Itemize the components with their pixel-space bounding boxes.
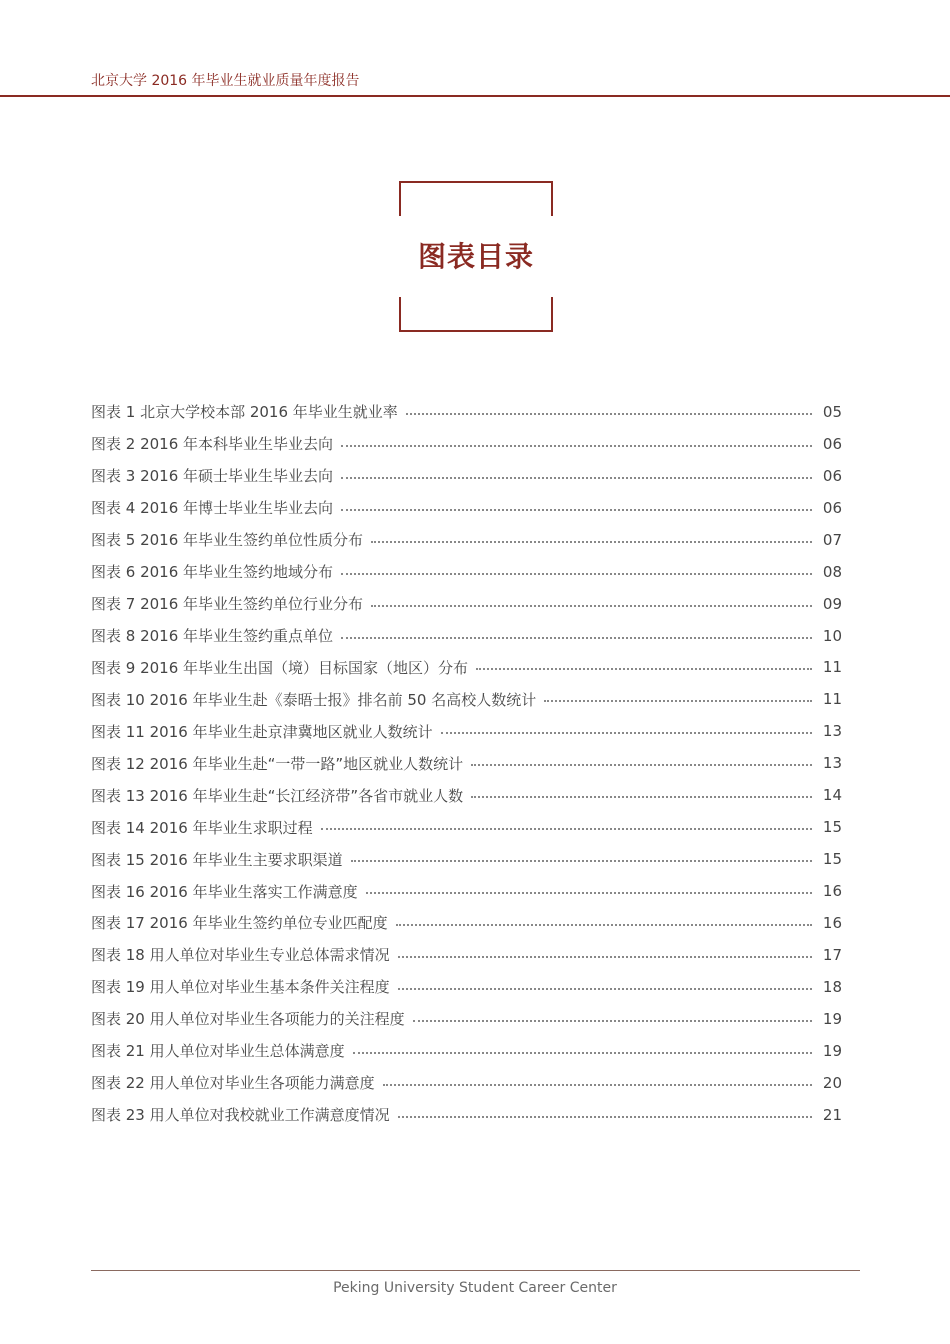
toc-entry[interactable] <box>91 428 842 460</box>
toc-entry[interactable] <box>91 1003 842 1035</box>
toc-entry-label: 图表 18 用人单位对毕业生专业总体需求情况 <box>91 946 390 965</box>
toc-entry[interactable] <box>91 971 842 1003</box>
toc-entry-page: 09 <box>822 594 842 613</box>
toc-entry[interactable] <box>91 683 842 715</box>
toc-entry-page: 15 <box>822 850 842 869</box>
toc-entry-label: 图表 7 2016 年毕业生签约单位行业分布 <box>91 595 364 614</box>
toc-entry-page: 19 <box>822 1041 842 1060</box>
toc-entry[interactable] <box>91 1067 842 1099</box>
toc-leader-dots <box>341 637 812 639</box>
toc-leader-dots <box>366 892 812 894</box>
toc-leader-dots <box>321 828 812 830</box>
toc-entry-page: 15 <box>822 818 842 837</box>
toc-entry-label: 图表 11 2016 年毕业生赴京津冀地区就业人数统计 <box>91 722 433 741</box>
toc-entry-page: 16 <box>822 913 842 932</box>
footer-organization: Peking University Student Career Center <box>333 1280 617 1296</box>
toc-entry-label: 图表 23 用人单位对我校就业工作满意度情况 <box>91 1106 390 1125</box>
toc-entry[interactable] <box>91 843 842 875</box>
toc-leader-dots <box>544 700 812 702</box>
toc-entry-label: 图表 19 用人单位对毕业生基本条件关注程度 <box>91 978 390 997</box>
toc-leader-dots <box>353 1052 812 1054</box>
toc-entry-label: 图表 8 2016 年毕业生签约重点单位 <box>91 627 334 646</box>
toc-entry-label: 图表 13 2016 年毕业生赴“长江经济带”各省市就业人数 <box>91 786 464 805</box>
toc-entry-label: 图表 16 2016 年毕业生落实工作满意度 <box>91 882 358 901</box>
toc-leader-dots <box>441 732 812 734</box>
toc-entry-label: 图表 9 2016 年毕业生出国（境）目标国家（地区）分布 <box>91 658 469 677</box>
toc-leader-dots <box>476 668 812 670</box>
toc-entry-page: 11 <box>822 658 842 677</box>
toc-entry[interactable] <box>91 588 842 620</box>
toc-leader-dots <box>413 1020 812 1022</box>
toc-entry-label: 图表 2 2016 年本科毕业生毕业去向 <box>91 435 334 454</box>
toc-leader-dots <box>471 764 812 766</box>
toc-entry-page: 06 <box>822 434 842 453</box>
toc-entry[interactable] <box>91 460 842 492</box>
toc-entry-page: 06 <box>822 466 842 485</box>
toc-entry-page: 13 <box>822 754 842 773</box>
toc-leader-dots <box>371 605 812 607</box>
toc-entry-label: 图表 3 2016 年硕士毕业生毕业去向 <box>91 467 334 486</box>
toc-entry[interactable] <box>91 939 842 971</box>
toc-entry-page: 11 <box>822 690 842 709</box>
toc-entry-page: 05 <box>822 402 842 421</box>
toc-entry-label: 图表 20 用人单位对毕业生各项能力的关注程度 <box>91 1010 405 1029</box>
toc-leader-dots <box>406 413 812 415</box>
toc-entry[interactable] <box>91 875 842 907</box>
toc-entry-page: 19 <box>822 1009 842 1028</box>
toc-entry[interactable] <box>91 492 842 524</box>
toc-entry-label: 图表 4 2016 年博士毕业生毕业去向 <box>91 499 334 518</box>
toc-entry-label: 图表 10 2016 年毕业生赴《泰晤士报》排名前 50 名高校人数统计 <box>91 690 537 709</box>
toc-entry[interactable] <box>91 811 842 843</box>
toc-entry[interactable] <box>91 1035 842 1067</box>
toc-entry-label: 图表 6 2016 年毕业生签约地域分布 <box>91 563 334 582</box>
toc-entry-page: 20 <box>822 1073 842 1092</box>
toc-leader-dots <box>398 956 812 958</box>
toc-entry-label: 图表 5 2016 年毕业生签约单位性质分布 <box>91 531 364 550</box>
toc-leader-dots <box>398 1116 812 1118</box>
toc-entry[interactable] <box>91 907 842 939</box>
toc-entry-page: 07 <box>822 530 842 549</box>
toc-entry-page: 17 <box>822 945 842 964</box>
toc-entry[interactable] <box>91 1099 842 1131</box>
header-divider <box>0 95 950 97</box>
toc-entry-page: 14 <box>822 786 842 805</box>
toc-entry-page: 06 <box>822 498 842 517</box>
toc-leader-dots <box>398 988 812 990</box>
toc-entry[interactable] <box>91 715 842 747</box>
toc-leader-dots <box>396 924 812 926</box>
toc-entry-page: 18 <box>822 977 842 996</box>
toc-leader-dots <box>341 445 812 447</box>
title-frame-top <box>399 181 553 216</box>
toc-entry[interactable] <box>91 652 842 684</box>
toc-entry[interactable] <box>91 524 842 556</box>
section-title: 图表目录 <box>417 240 534 273</box>
toc-leader-dots <box>471 796 812 798</box>
toc-leader-dots <box>371 541 812 543</box>
toc-entry[interactable] <box>91 556 842 588</box>
toc-entry[interactable] <box>91 620 842 652</box>
toc-leader-dots <box>341 477 812 479</box>
toc-entry-label: 图表 21 用人单位对毕业生总体满意度 <box>91 1042 345 1061</box>
title-frame-bottom <box>399 297 553 332</box>
toc-entry[interactable] <box>91 396 842 428</box>
report-header-title: 北京大学 2016 年毕业生就业质量年度报告 <box>91 73 360 89</box>
toc-entry-page: 13 <box>822 722 842 741</box>
toc-entry-page: 16 <box>822 882 842 901</box>
toc-leader-dots <box>341 573 812 575</box>
toc-entry[interactable] <box>91 747 842 779</box>
toc-leader-dots <box>341 509 812 511</box>
toc-entry-label: 图表 12 2016 年毕业生赴“一带一路”地区就业人数统计 <box>91 754 464 773</box>
toc-entry-page: 08 <box>822 562 842 581</box>
toc-entry-label: 图表 14 2016 年毕业生求职过程 <box>91 818 313 837</box>
toc-entry-page: 21 <box>822 1105 842 1124</box>
toc-entry-label: 图表 1 北京大学校本部 2016 年毕业生就业率 <box>91 403 398 422</box>
toc-entry-label: 图表 22 用人单位对毕业生各项能力满意度 <box>91 1074 375 1093</box>
footer-divider <box>91 1270 860 1271</box>
toc-entry-page: 10 <box>822 626 842 645</box>
toc-leader-dots <box>351 860 812 862</box>
table-of-figures <box>91 396 842 1131</box>
toc-entry[interactable] <box>91 779 842 811</box>
toc-leader-dots <box>383 1084 812 1086</box>
toc-entry-label: 图表 15 2016 年毕业生主要求职渠道 <box>91 850 343 869</box>
toc-entry-label: 图表 17 2016 年毕业生签约单位专业匹配度 <box>91 914 388 933</box>
